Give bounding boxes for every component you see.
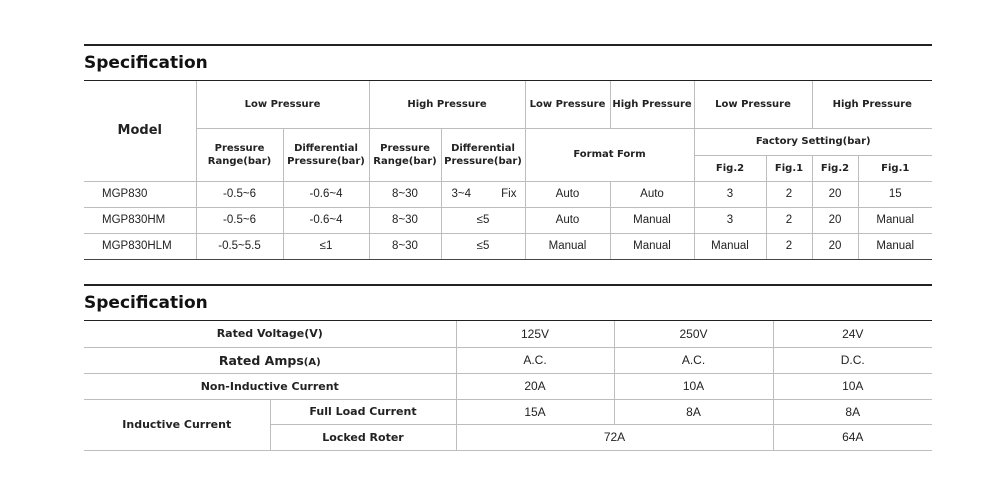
rated-amps-label: Rated Amps(A) — [84, 347, 456, 373]
hp-fig2-cell: 20 — [812, 233, 858, 259]
locked-ac-cell: 72A — [456, 424, 773, 450]
hp-diff-cell: ≤5 — [441, 207, 525, 233]
fig1-high-header: Fig.1 — [858, 155, 932, 181]
amps-cell: D.C. — [773, 347, 932, 373]
model-cell: MGP830 — [84, 181, 196, 207]
lp-diff-cell: ≤1 — [283, 233, 369, 259]
lp-fig2-cell: 3 — [694, 207, 766, 233]
current-cell: 10A — [773, 373, 932, 399]
hp-fig2-cell: 20 — [812, 207, 858, 233]
hp-range-header: Pressure Range(bar) — [369, 128, 441, 181]
format-low-cell: Auto — [525, 207, 610, 233]
table-row — [84, 399, 932, 424]
hp-range-cell: 8~30 — [369, 207, 441, 233]
amps-cell: A.C. — [456, 347, 614, 373]
hp-range-cell: 8~30 — [369, 181, 441, 207]
setting-high-pressure-header: High Pressure — [812, 81, 932, 128]
lp-diff-cell: -0.6~4 — [283, 181, 369, 207]
format-high-cell: Manual — [610, 207, 694, 233]
lp-fig2-cell: Manual — [694, 233, 766, 259]
inductive-current-label: Inductive Current — [84, 399, 270, 450]
table-row — [84, 181, 932, 207]
fig2-low-header: Fig.2 — [694, 155, 766, 181]
section-title: Specification — [84, 53, 208, 73]
section-title: Specification — [84, 293, 208, 313]
header-row-2 — [84, 128, 932, 155]
hp-fig1-cell: 15 — [858, 181, 932, 207]
specification-section-1 — [84, 44, 932, 260]
specification-section-2 — [84, 284, 932, 451]
format-form-header: Format Form — [525, 128, 694, 181]
amps-cell: A.C. — [614, 347, 773, 373]
lp-range-cell: -0.5~5.5 — [196, 233, 283, 259]
hp-range-cell: 8~30 — [369, 233, 441, 259]
setting-low-pressure-header: Low Pressure — [694, 81, 812, 128]
lp-range-header: Pressure Range(bar) — [196, 128, 283, 181]
model-header: Model — [84, 81, 196, 181]
current-cell: 20A — [456, 373, 614, 399]
hp-fig2-cell: 20 — [812, 181, 858, 207]
hp-diff-cell: ≤5 — [441, 233, 525, 259]
high-pressure-header: High Pressure — [369, 81, 525, 128]
format-high-pressure-header: High Pressure — [610, 81, 694, 128]
hp-diff-cell: 3~4 Fix — [441, 181, 525, 207]
format-high-cell: Auto — [610, 181, 694, 207]
current-cell: 10A — [614, 373, 773, 399]
table-row — [84, 233, 932, 259]
electrical-spec-table — [84, 321, 932, 451]
current-cell: 8A — [773, 399, 932, 424]
low-pressure-header: Low Pressure — [196, 81, 369, 128]
voltage-cell: 125V — [456, 321, 614, 347]
voltage-cell: 24V — [773, 321, 932, 347]
format-low-cell: Manual — [525, 233, 610, 259]
current-cell: 15A — [456, 399, 614, 424]
factory-setting-header: Factory Setting(bar) — [694, 128, 932, 155]
fig1-low-header: Fig.1 — [766, 155, 812, 181]
lp-range-cell: -0.5~6 — [196, 207, 283, 233]
pressure-spec-table — [84, 81, 932, 260]
header-row-1 — [84, 81, 932, 128]
hp-fig1-cell: Manual — [858, 233, 932, 259]
lp-fig1-cell: 2 — [766, 233, 812, 259]
locked-dc-cell: 64A — [773, 424, 932, 450]
hp-diff-header: Differential Pressure(bar) — [441, 128, 525, 181]
lp-diff-cell: -0.6~4 — [283, 207, 369, 233]
format-low-cell: Auto — [525, 181, 610, 207]
table-row — [84, 321, 932, 347]
format-high-cell: Manual — [610, 233, 694, 259]
locked-roter-label: Locked Roter — [270, 424, 456, 450]
lp-range-cell: -0.5~6 — [196, 181, 283, 207]
format-low-pressure-header: Low Pressure — [525, 81, 610, 128]
table-row — [84, 373, 932, 399]
model-cell: MGP830HM — [84, 207, 196, 233]
lp-diff-header: Differential Pressure(bar) — [283, 128, 369, 181]
rated-voltage-label: Rated Voltage(V) — [84, 321, 456, 347]
table-row — [84, 347, 932, 373]
table-row — [84, 207, 932, 233]
model-cell: MGP830HLM — [84, 233, 196, 259]
current-cell: 8A — [614, 399, 773, 424]
hp-fig1-cell: Manual — [858, 207, 932, 233]
voltage-cell: 250V — [614, 321, 773, 347]
non-inductive-label: Non-Inductive Current — [84, 373, 456, 399]
lp-fig2-cell: 3 — [694, 181, 766, 207]
fig2-high-header: Fig.2 — [812, 155, 858, 181]
full-load-label: Full Load Current — [270, 399, 456, 424]
lp-fig1-cell: 2 — [766, 181, 812, 207]
lp-fig1-cell: 2 — [766, 207, 812, 233]
